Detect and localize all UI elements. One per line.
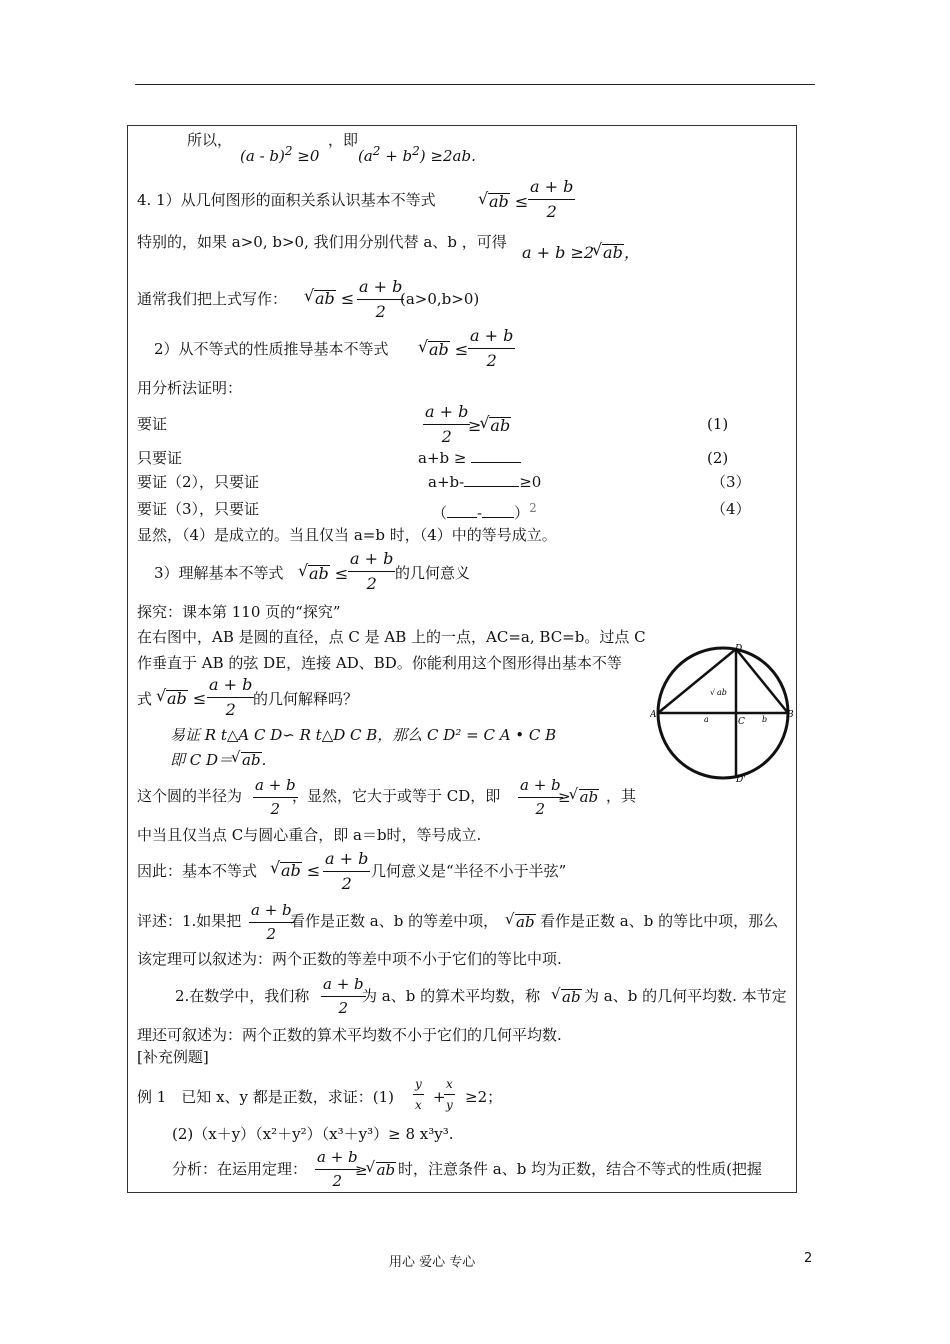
section4b-heading: 2）从不等式的性质推导基本不等式 [154, 340, 389, 358]
text-ji-cd: 即 C D＝√ ab. [170, 752, 266, 768]
math-frac-3: $\frac{a + b}{2}$ [470, 326, 514, 370]
text-jihe: 的几何意义 [395, 564, 471, 582]
text-comment2-mid: 为 a、b 的算术平均数，称 [362, 987, 541, 1005]
text-explore: 探究：课本第 110 页的“探究” [137, 603, 341, 621]
proof-label-1: 要证 [137, 415, 168, 433]
circle-figure [650, 640, 800, 790]
proof-num-3: （3） [711, 473, 751, 491]
text-comment1b: 该定理可以叙述为：两个正数的等差中项不小于它们的等比中项. [137, 950, 562, 968]
math-ge-sqrt: ≥√ ab [468, 417, 511, 434]
text-comment2b: 理还可叙述为：两个正数的算术平均数不小于它们的几何平均数. [137, 1026, 562, 1044]
math-a-minus-b: (a - b)$^2$ ≥0 [240, 144, 320, 165]
math-sqrt-ab-3: √ ab ≤ [420, 341, 468, 358]
text-easy: 易证 R t△A C D∽ R t△D C B，那么 C D² = C A • C B [170, 726, 557, 744]
math-frac-4: $\frac{a + b}{2}$ [350, 549, 394, 593]
text-supp: [补充例题] [137, 1048, 209, 1066]
math-frac-11: $\frac{a + b}{2}$ [317, 1148, 358, 1190]
math-sqrt-ab-4: √ ab ≤ [300, 565, 348, 582]
math-sqrt-ab-6: √ ab ≤ [272, 862, 320, 879]
math-frac-6: $\frac{a + b}{2}$ [255, 776, 296, 818]
text-ex1b: (2)（x＋y）（x²＋y²）（x³＋y³）≥ 8 x³y³. [172, 1125, 454, 1143]
segment-ad [658, 649, 736, 713]
text-middle: 中当且仅当点 C与圆心重合，即 a＝b时，等号成立. [137, 826, 482, 844]
text-para1b: 作垂直于 AB 的弦 DE，连接 AD、BD。你能利用这个图形得出基本不等 [137, 654, 622, 672]
math-plus: + [433, 1088, 446, 1106]
label-a: A [650, 710, 657, 720]
text-comment2: 2.在数学中，我们称 [175, 987, 310, 1005]
text-para1a: 在右图中，AB 是圆的直径，点 C 是 AB 上的一点，AC=a, BC=b。过点 C [137, 628, 646, 646]
text-therefore-tail: 几何意义是“半径不小于半弦” [371, 862, 567, 880]
label-seg-a: a [704, 715, 709, 724]
math-a-plus-b-ge: a + b ≥2√ ab， [522, 244, 640, 261]
math-frac-8: $\frac{a + b}{2}$ [325, 849, 369, 893]
text-suoyi: 所以， [187, 131, 233, 149]
text-cond: (a>0,b>0) [400, 290, 480, 308]
text-jieshi: 的几何解释吗？ [253, 690, 359, 708]
header-rule [135, 84, 815, 85]
math-ge-sqrt-2: ≥√ ab [558, 789, 599, 805]
proof-expr-3: a+b- ≥0 [428, 473, 542, 491]
section4c-heading: 3）理解基本不等式 [154, 564, 284, 582]
label-d-prime: D' [736, 775, 746, 785]
text-usual: 通常我们把上式写作： [137, 290, 288, 308]
proof-label-4: 要证（3），只要证 [137, 500, 260, 518]
text-obvious: 显然，（4）是成立的。当且仅当 a=b 时，（4）中的等号成立。 [137, 526, 557, 544]
math-frac-5: $\frac{a + b}{2}$ [209, 675, 253, 719]
text-anal: 分析：在运用定理： [172, 1160, 308, 1178]
text-comment1-tail: 看作是正数 a、b 的等比中项，那么 [540, 912, 779, 930]
text-ex1-tail: ≥2； [465, 1088, 503, 1106]
text-radius-pre: 这个圆的半径为 [137, 787, 243, 805]
math-frac-proof: $\frac{a + b}{2}$ [425, 402, 469, 446]
math-frac-a-plus-b: $\frac{a + b}{2}$ [530, 177, 574, 221]
math-frac-x-y: $\frac{x}{y}$ [446, 1077, 453, 1112]
proof-expr-2: a+b ≥ [418, 451, 521, 466]
label-d: D [735, 644, 743, 654]
text-ji: ，即 [328, 131, 359, 149]
math-frac-10: $\frac{a + b}{2}$ [323, 975, 364, 1017]
math-frac-2: $\frac{a + b}{2}$ [359, 277, 403, 321]
text-comment1: 评述：1.如果把 [137, 912, 242, 930]
math-frac-9: $\frac{a + b}{2}$ [251, 901, 292, 943]
text-qi: ，其 [606, 787, 637, 805]
proof-label-3: 要证（2），只要证 [137, 473, 260, 491]
label-seg-b: b [762, 715, 768, 724]
text-comment2-tail: 为 a、b 的几何平均数. 本节定 [584, 987, 787, 1005]
math-sqrt-ab: √ ab ≤ [480, 193, 528, 210]
text-special: 特别的，如果 a>0, b>0, 我们用分别代替 a、b ，可得 [137, 233, 507, 251]
math-frac-y-x: $\frac{y}{x}$ [415, 1077, 422, 1112]
math-a2-plus-b2: $(a^2 + b^2) \ge 2ab$. [358, 144, 476, 165]
text-anal-tail: 时，注意条件 a、b 均为正数，结合不等式的性质(把握 [398, 1160, 762, 1178]
footer-slogan: 用心 爱心 专心 [389, 1255, 476, 1270]
text-analysis: 用分析法证明： [137, 379, 243, 397]
text-radius-mid: ，显然，它大于或等于 CD，即 [292, 787, 501, 805]
math-sqrt-ab-8: √ ab [553, 989, 582, 1005]
text-therefore: 因此：基本不等式 [137, 862, 258, 880]
proof-num-2: (2) [707, 449, 729, 467]
math-sqrt-ab-2: √ ab ≤ [306, 290, 354, 307]
label-b: B [787, 710, 794, 720]
page-number: 2 [804, 1251, 813, 1266]
math-frac-7: $\frac{a + b}{2}$ [520, 776, 561, 818]
math-ge-sqrt-3: ≥√ ab [355, 1162, 396, 1178]
label-c: C [738, 717, 745, 727]
label-sqrt-sign: √ [710, 688, 716, 697]
proof-num-4: （4） [711, 500, 751, 518]
label-sqrt-ab: ab [717, 688, 727, 697]
text-ex1: 例 1 已知 x、y 都是正数，求证：(1) [137, 1088, 395, 1106]
section4-heading: 4. 1）从几何图形的面积关系认识基本不等式 [137, 191, 436, 209]
text-comment1-mid: 看作是正数 a、b 的等差中项， [290, 912, 499, 930]
math-sqrt-ab-5: √ ab ≤ [158, 690, 206, 707]
text-shi: 式 [137, 690, 153, 708]
math-sqrt-ab-7: √ ab [507, 914, 536, 930]
proof-expr-4: （ - ）$^2$ [432, 501, 537, 522]
proof-label-2: 只要证 [137, 449, 183, 467]
proof-num-1: (1) [707, 415, 729, 433]
